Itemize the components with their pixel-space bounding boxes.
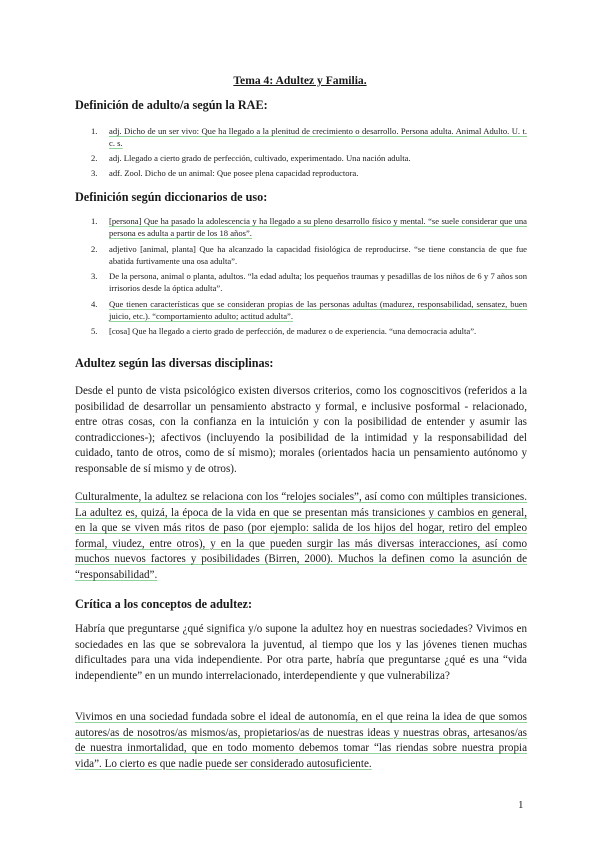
item-number: 3. <box>91 167 98 178</box>
item-number: 2. <box>91 243 98 254</box>
list-item <box>75 167 527 179</box>
item-text: [cosa] Que ha llegado a cierto grado de perfección, de madurez o de experiencia. “una democracia adulta”. <box>109 326 477 337</box>
item-text: adj. Llegado a cierto grado de perfección, cultivado, experimentado. Una nación adulta. <box>109 152 411 163</box>
critique-paragraph-autonomy: Vivimos en una sociedad fundada sobre el ideal de autonomía, en el que reina la idea de que somos autores/as de nosotros/as mismos/as, propietarios/as de nuestras ideas y nuestras obras, artesanos/as de nuestra inmortalidad, que en todo momento debemos tomar “las riendas sobre nuestra propia vida”. Lo cierto es que nadie puede ser considerado autosuficiente. <box>75 711 527 770</box>
item-text: [persona] Que ha pasado la adolescencia y ha llegado a su pleno desarrollo físico y mental. “se suele considerar que una persona es adulta a partir de los 18 años”. <box>109 216 527 239</box>
page-title: Tema 4: Adultez y Familia. <box>233 74 367 87</box>
item-text: De la persona, animal o planta, adultos. “la edad adulta; los pequeños traumas y pesadillas de los niños de 6 y 7 años son irrisorios desde la óptica adulta”. <box>109 271 527 294</box>
item-text: adj. Dicho de un ser vivo: Que ha llegado a la plenitud de crecimiento o desarrollo. Persona adulta. Animal Adulto. U. t. c. s. <box>109 126 527 149</box>
item-number: 5. <box>91 326 98 337</box>
page-number: 1 <box>518 799 524 811</box>
item-text: adjetivo [animal, planta] Que ha alcanzado la capacidad fisiológica de reproducirse. “se tiene constancia de que fue abatida furtivamente una osa adulta”. <box>109 243 527 266</box>
dictionaries-heading: Definición según diccionarios de uso: <box>75 190 268 204</box>
item-number: 4. <box>91 298 98 309</box>
disciplines-paragraph-psychological: Desde el punto de vista psicológico existen diversos criterios, como los cognoscitivos (referidos a la posibilidad de desarrollar un pensamiento abstracto y formal, e inclusive posformal - relacionado, entre otras cosas, con la confianza en la intuición y con la posibilidad de entender y asumir las contradicciones-); afectivos (incluyendo la posibilidad de la intimidad y la responsabilidad del cuidado, tanto de otros, como de sí mismo); morales (orientados hacia un pensamiento autónomo y responsable de sí mismo y de otros). <box>75 385 527 475</box>
list-item <box>75 243 527 267</box>
rae-definition-list <box>75 125 527 182</box>
list-item <box>75 298 527 322</box>
list-item <box>75 270 527 294</box>
item-text: adf. Zool. Dicho de un animal: Que posee plena capacidad reproductora. <box>109 167 359 178</box>
rae-heading: Definición de adulto/a según la RAE: <box>75 98 268 112</box>
list-item <box>75 325 527 337</box>
dictionaries-definition-list <box>75 215 527 341</box>
critique-heading: Crítica a los conceptos de adultez: <box>75 597 253 611</box>
disciplines-paragraph-cultural: Culturalmente, la adultez se relaciona con los “relojes sociales”, así como con múltiples transiciones. La adultez es, quizá, la época de la vida en que se presentan más transiciones y cambios en general, en la que se viven más ritos de paso (por ejemplo: salida de los hijos del hogar, retiro del empleo formal, viudez, entre otros), y en la que pueden surgir las más diversas interacciones, así como muchos nuevos factores y posibilidades (Birren, 2000). Muchos la definen como la asunción de “responsabilidad”. <box>75 491 527 581</box>
item-number: 1. <box>91 126 98 136</box>
critique-paragraph-questions: Habría que preguntarse ¿qué significa y/o supone la adultez hoy en nuestras sociedades? Vivimos en sociedades en las que se sobrevalora la juventud, al tiempo que los y las jóvenes tienen muchas dificultades para una vida independiente. Por otra parte, habría que preguntarse ¿qué es una “vida independiente” en un mundo interrelacionado, interdependiente y que vulnerabiliza? <box>75 623 527 682</box>
list-item <box>75 152 527 164</box>
list-item <box>75 215 527 239</box>
disciplines-heading: Adultez según las diversas disciplinas: <box>75 356 274 370</box>
item-number: 3. <box>91 271 98 282</box>
item-number: 1. <box>91 216 98 226</box>
item-number: 2. <box>91 152 98 163</box>
item-text: Que tienen características que se consideran propias de las personas adultas (madurez, responsabilidad, sensatez, buen juicio, etc.). “comportamiento adulto; actitud adulta”. <box>109 298 527 321</box>
list-item <box>75 125 527 149</box>
